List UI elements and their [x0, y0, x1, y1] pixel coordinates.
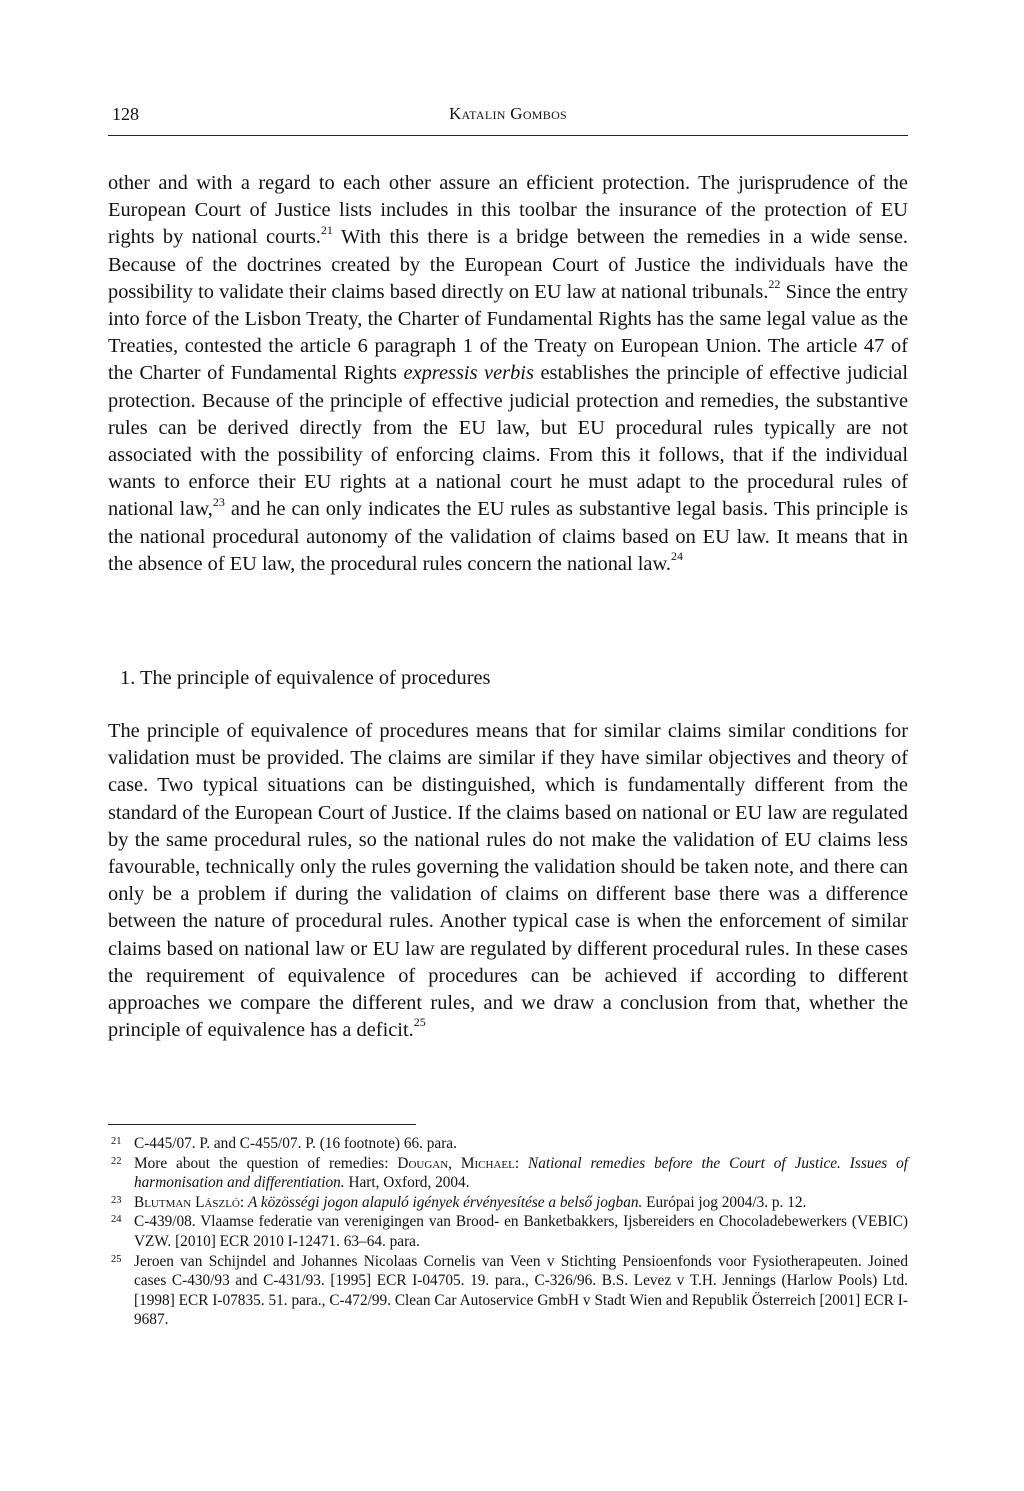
header-rule [108, 135, 908, 136]
footnote-ref-25[interactable]: 25 [413, 1015, 426, 1030]
footnote-text: : [239, 1193, 248, 1211]
footnote-text: : [514, 1154, 529, 1172]
footnote-24 [108, 1212, 908, 1251]
section-heading: 1. The principle of equivalence of procedures [120, 667, 491, 689]
running-head: Katalin Gombos [448, 104, 568, 123]
footnote-number: 22 [111, 1155, 122, 1167]
intro-paragraph [108, 170, 908, 578]
footnote-text: C-439/08. Vlaamse federatie van verenigingen van Brood- en Banketbakkers, Ijsbereiders en Chocoladebewerkers (VEBIC) VZW. [2010] ECR 2010 I-12471. 63–64. para. [134, 1213, 908, 1250]
footnote-ref-22[interactable]: 22 [768, 277, 781, 292]
footnote-ref-24[interactable]: 24 [670, 549, 683, 564]
intro-text-2: With this there is a bridge between the remedies in a wide sense. Because of the doctrines created by the European Court of Justice the individuals have the possibility to validate their claims based directly on EU law at national tribunals. [108, 226, 908, 303]
footnote-author: Dougan, Michael [397, 1154, 515, 1172]
footnote-text: Európai jog 2004/3. p. 12. [642, 1193, 807, 1211]
section-text-1: The principle of equivalence of procedures means that for similar claims similar conditions for validation must be provided. The claims are similar if they have similar objectives and theory of case. Two typical situations can be distinguished, which is fundamentally different from the standard of the European Court of Justice. If the claims based on national or EU law are regulated by the same procedural rules, so the national rules do not make the validation of EU claims less favourable, technically only the rules governing the validation should be taken note, and there can only be a problem if during the validation of claims on different base there was a difference between the nature of procedural rules. Another typical case is when the enforcement of similar claims based on national law or EU law are regulated by different procedural rules. In these cases the requirement of equivalence of procedures can be achieved if according to different approaches we compare the different rules, and we draw a conclusion from that, whether the principle of equivalence has a deficit. [108, 720, 908, 1042]
footnote-23 [108, 1193, 908, 1213]
footnote-22 [108, 1154, 908, 1193]
footnote-title: A közösségi jogon alapuló igények érvényesítése a belső jogban. [247, 1193, 643, 1211]
footnote-text: C-445/07. P. and C-455/07. P. (16 footnote) 66. para. [134, 1135, 457, 1152]
intro-text-1: other and with a regard to each other assure an efficient protection. The jurisprudence of the European Court of Justice lists includes in this toolbar the insurance of the protection of EU rights by national courts. [108, 172, 908, 249]
footnote-21 [108, 1134, 908, 1154]
intro-text-5: and he can only indicates the EU rules as substantive legal basis. This principle is the national procedural autonomy of the validation of claims based on EU law. It means that in the absence of EU law, the procedural rules concern the national law. [108, 498, 909, 575]
footnote-text: Jeroen van Schijndel and Johannes Nicolaas Cornelis van Veen v Stichting Pensioenfonds voor Fysiotherapeuten. Joined cases C-430/93 and C-431/93. [1995] ECR I-04705. 19. para., C-326/96. B.S. Levez v T.H. Jennings (Harlow Pools) Ltd. [1998] ECR I-07835. 51. para., C-472/99. Clean Car Autoservice GmbH v Stadt Wien and Republik Österreich [2001] ECR I-9687. [134, 1252, 908, 1329]
intro-italic-phrase: expressis verbis [403, 362, 534, 385]
footnotes [108, 1134, 908, 1330]
section-paragraph [108, 718, 908, 1044]
footnote-author: Blutman László [134, 1193, 240, 1211]
footnote-number: 24 [111, 1214, 122, 1226]
footnote-25 [108, 1252, 908, 1330]
footnote-text: Hart, Oxford, 2004. [344, 1174, 470, 1192]
page-header [108, 104, 908, 132]
intro-text-4: establishes the principle of effective judicial protection. Because of the principle of effective judicial protection and remedies, the substantive rules can be derived directly from the EU law, but EU procedural rules typically are not associated with the possibility of enforcing claims. From this it follows, that if the individual wants to enforce their EU rights at a national court he must adapt to the procedural rules of national law, [108, 362, 909, 521]
footnote-number: 21 [111, 1136, 122, 1147]
page-number: 128 [112, 104, 139, 124]
footnote-title: National remedies before the Court of Justice. Issues of harmonisation and differentiation. [134, 1154, 909, 1192]
footnote-ref-21[interactable]: 21 [320, 222, 333, 237]
footnote-ref-23[interactable]: 23 [212, 494, 225, 509]
footnote-text: More about the question of remedies: [134, 1154, 398, 1172]
intro-text-3: Since the entry into force of the Lisbon Treaty, the Charter of Fundamental Rights has the same legal value as the Treaties, contested the article 6 paragraph 1 of the Treaty on European Union. The article 47 of the Charter of Fundamental Rights [108, 280, 908, 385]
footnote-rule [108, 1124, 416, 1125]
footnote-number: 25 [111, 1253, 122, 1265]
footnote-number: 23 [111, 1194, 122, 1206]
